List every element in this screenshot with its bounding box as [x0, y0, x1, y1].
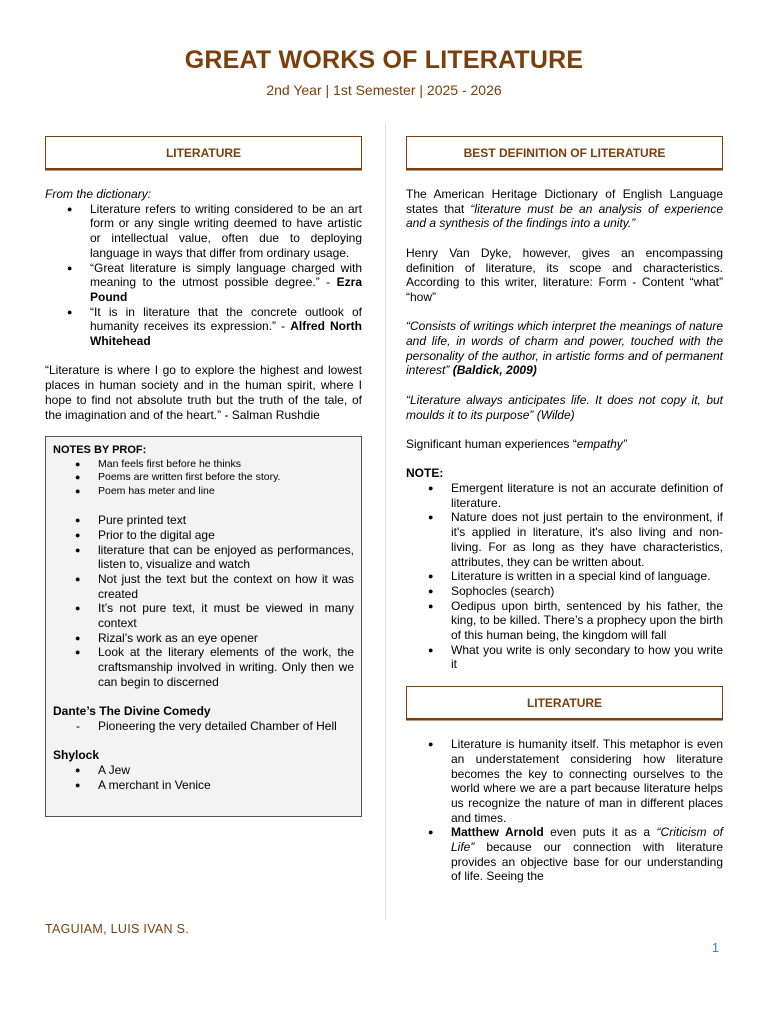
empathy-line: Significant human experiences “empathy” — [406, 436, 627, 451]
section-title-literature: LITERATURE — [45, 136, 362, 169]
list-item: ● Matthew Arnold even puts it as a “Criticism of Life” because our connection with literature provides an objective base for our understanding of life. Seeing the — [451, 825, 723, 884]
document-subtitle: 2nd Year | 1st Semester | 2025 - 2026 — [266, 82, 502, 98]
list-item: ● Pure printed text — [98, 513, 354, 528]
list-item: ● Rizal’s work as an eye opener — [98, 631, 354, 646]
list-item: ● literature that can be enjoyed as performances, listen to, visualize and watch — [98, 543, 354, 572]
list-item: ● Man feels first before he thinks — [98, 458, 354, 472]
list-item: ● Nature does not just pertain to the environment, if it's applied in literature, it's also living and non-living. For as long as they have characteristics, attributes, they can be written about. — [451, 510, 723, 569]
list-item: ● It’s not pure text, it must be viewed in many context — [98, 601, 354, 630]
list-item: ● Oedipus upon birth, sentenced by his father, the king, to be killed. There’s a prophecy upon the birth of this human being, the kingdom will fall — [451, 599, 723, 643]
list-item: ● Poem has meter and line — [98, 485, 354, 499]
heritage-paragraph: The American Heritage Dictionary of English Language states that “literature must be an analysis of experience and a synthesis of the findings into a unity.” — [406, 187, 724, 231]
list-item: ● Literature is humanity itself. This metaphor is even an understatement considering how literature becomes the key to connecting ourselves to the world where we are a part because literature helps us recognize the nature of man in different places and times. — [451, 737, 723, 825]
notes-small-list — [53, 458, 354, 499]
literature-list — [406, 737, 723, 884]
list-item: ● A Jew — [98, 763, 354, 778]
document-title: GREAT WORKS OF LITERATURE — [184, 46, 584, 74]
list-item: ● A merchant in Venice — [98, 778, 354, 793]
section-title-best-definition: BEST DEFINITION OF LITERATURE — [406, 136, 723, 169]
list-item: ● Poems are written first before the story. — [98, 471, 354, 485]
notes-heading: NOTES BY PROF: — [53, 444, 147, 457]
section-title-literature-2: LITERATURE — [406, 686, 723, 719]
baldick-quote: “Consists of writings which interpret the meanings of nature and life, in words of charm and power, touched with the personality of the author, in artistic forms and of permanent interest” (Baldick, 2009) — [406, 319, 723, 378]
right-column — [406, 136, 723, 884]
list-item: ● Literature refers to writing considered to be an art form or any single writing deemed to have artistic or intellectual value, often due to deploying language in ways that differ from ordinary usage. — [90, 202, 362, 261]
dante-list — [53, 719, 354, 734]
column-divider — [385, 124, 386, 920]
list-item: ● “It is in literature that the concrete outlook of humanity receives its expression.” - Alfred North Whitehead — [90, 305, 362, 349]
shylock-heading: Shylock — [53, 748, 100, 763]
shylock-list — [53, 763, 354, 792]
dictionary-list — [45, 202, 362, 349]
wilde-quote: “Literature always anticipates life. It does not copy it, but moulds it to its purpose” (Wilde) — [406, 392, 723, 422]
author-name: TAGUIAM, LUIS IVAN S. — [45, 922, 190, 936]
note-list — [406, 481, 723, 672]
dictionary-label: From the dictionary: — [45, 187, 152, 201]
list-item: ● What you write is only secondary to how you write it — [451, 643, 723, 672]
list-item: ● Not just the text but the context on how it was created — [98, 572, 354, 601]
van-dyke-paragraph: Henry Van Dyke, however, gives an encompassing definition of literature, its scope and characteristics. According to this writer, literature: Form - Content “what” “how” — [406, 245, 723, 304]
left-column — [45, 136, 362, 817]
list-item: ● Sophocles (search) — [451, 584, 723, 599]
list-item: ● Prior to the digital age — [98, 528, 354, 543]
list-item: ● Emergent literature is not an accurate definition of literature. — [451, 481, 723, 510]
list-item: - Pioneering the very detailed Chamber of Hell — [98, 719, 354, 734]
notes-list — [53, 513, 354, 689]
list-item: ● “Great literature is simply language charged with meaning to the utmost possible degree.” - Ezra Pound — [90, 261, 362, 305]
note-heading: NOTE: — [406, 466, 444, 481]
notes-box — [45, 436, 362, 817]
list-item: ● Literature is written in a special kind of language. — [451, 569, 723, 584]
page-number: 1 — [712, 941, 719, 955]
rushdie-quote: “Literature is where I go to explore the highest and lowest places in human society and in the human spirit, where I hope to find not absolute truth but the truth of the tale, of the imagination and of the heart.” - Salman Rushdie — [45, 363, 362, 422]
list-item: ● Look at the literary elements of the work, the craftsmanship involved in writing. Only then we can begin to discerned — [98, 645, 354, 689]
dante-heading: Dante’s The Divine Comedy — [53, 704, 211, 719]
